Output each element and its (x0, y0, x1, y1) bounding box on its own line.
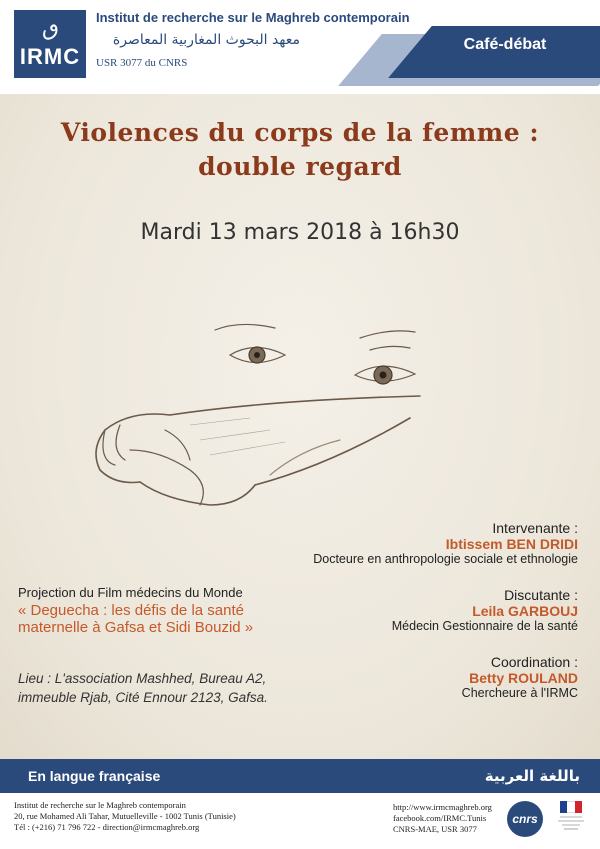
discutante-role: Discutante : (504, 587, 578, 603)
film-intro: Projection du Film médecins du Monde (18, 585, 243, 600)
header (0, 0, 600, 94)
footer-address-line3: Tél : (+216) 71 796 722 - direction@irmcmaghreb.org (14, 822, 200, 832)
speaker-discutante (392, 587, 578, 633)
discutante-name: Leila GARBOUJ (472, 603, 578, 619)
footer-website-link[interactable]: http://www.irmcmaghreb.org (393, 802, 492, 812)
french-ministry-logo (550, 799, 592, 843)
speaker-intervenante (313, 520, 578, 566)
cnrs-logo: cnrs (507, 801, 543, 837)
intervenante-role: Intervenante : (492, 520, 578, 536)
coordination-name: Betty ROULAND (469, 670, 578, 686)
footer-affiliation: CNRS-MAE, USR 3077 (393, 824, 477, 834)
french-flag-icon (560, 801, 582, 813)
footer-address (14, 800, 236, 833)
event-type-badge: Café-débat (463, 36, 547, 53)
language-bar (0, 759, 600, 793)
institute-usr: USR 3077 du CNRS (96, 57, 188, 69)
logo-mark-icon: ٯ (42, 16, 60, 41)
coordination-desc: Chercheure à l'IRMC (461, 686, 578, 700)
event-location (18, 669, 268, 707)
discutante-desc: Médecin Gestionnaire de la santé (391, 619, 578, 633)
institute-name-fr: Institut de recherche sur le Maghreb contemporain (96, 10, 410, 25)
logo-text: IRMC (19, 44, 81, 69)
institute-name-ar: معهد البحوث المغاربية المعاصرة (112, 32, 300, 48)
language-fr: En langue française (28, 768, 161, 784)
event-title-line2: double regard (198, 152, 402, 181)
language-ar: باللغة العربية (484, 767, 580, 785)
location-line2: immeuble Rjab, Cité Ennour 2123, Gafsa. (18, 690, 268, 705)
intervenante-name: Ibtissem BEN DRIDI (445, 536, 578, 552)
film-title-line1: « Deguecha : les défis de la santé (18, 602, 244, 619)
footer-facebook-link[interactable]: facebook.com/IRMC.Tunis (393, 813, 487, 823)
footer (0, 793, 600, 849)
footer-links (393, 802, 492, 835)
irmc-logo (14, 10, 86, 78)
film-projection (18, 585, 253, 636)
footer-address-line1: Institut de recherche sur le Maghreb contemporain (14, 800, 186, 810)
event-date: Mardi 13 mars 2018 à 16h30 (140, 220, 460, 245)
film-title-line2: maternelle à Gafsa et Sidi Bouzid » (18, 619, 254, 636)
hand-eyes-sketch (70, 300, 510, 550)
footer-address-line2: 20, rue Mohamed Ali Tahar, Mutuelleville - 1002 Tunis (Tunisie) (14, 811, 236, 821)
ministry-text-lines-icon (550, 813, 592, 833)
location-line1: Lieu : L'association Mashhed, Bureau A2, (18, 671, 267, 686)
speaker-coordination (462, 654, 578, 700)
event-title-line1: Violences du corps de la femme : (60, 118, 540, 147)
intervenante-desc: Docteure en anthropologie sociale et ethnologie (313, 552, 578, 566)
coordination-role: Coordination : (490, 654, 578, 670)
